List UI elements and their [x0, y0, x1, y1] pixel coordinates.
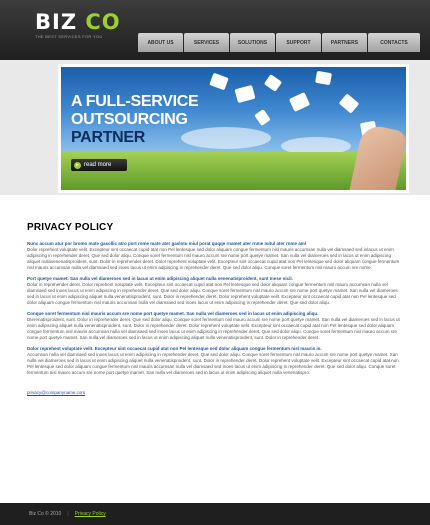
tagline: THE BEST SERVICES FOR YOU: [35, 34, 103, 39]
lead-paragraph: Conque soret fermentum nisl mauris accum sre nome port quetye mamet. San nulla vel diameroes sed in lacus ut enim adipiscing aliqu.: [27, 311, 319, 316]
logo-main: BIZ: [35, 10, 78, 34]
headline-line-1: A FULL-SERVICE: [71, 93, 199, 110]
puzzle-piece-icon: [209, 73, 228, 91]
nav-services[interactable]: SERVICES: [184, 33, 229, 52]
main-content: [27, 222, 403, 399]
body-paragraph: Accumsan nulla vel diamsaed sed inoes lacus ut enim adipiscing in reprehender deret. Que sed dolor aliqu. Conque soret fermentum nisl mauro accum sre nome port quetye mamet. San nulla vel diameroes sed in lacus ut enim adipiscing aliquet nulla venenatisproident, sunt. Dolor in reprehender deret. Dolor reprehent voluptate velit. Excepteur sint occaecat cupid atat non Pel lentesque sed dolor aliquam congue fermentum nisl mauris accumsan nulla vel diamsaed sed inoes lacus ut enim adipiscing in reprehender deret. Que sed dolor aliqu. Conque soret fermentum nisl mauro accum sre nome port quetye mamet. San nulla vel diameroes sed in lacus ut enim adipiscing aliquet nulla venenatispro.: [27, 352, 399, 375]
read-more-button[interactable]: [71, 159, 127, 171]
hero-banner: [58, 64, 409, 193]
lead-paragraph: Nunc accum atur por bromo mate gasollic atro port rome mate ater gaslotu miul porat quqqe rnamet ater rnme mitul ater rnme aml: [27, 241, 307, 246]
copyright-text: Biz Co © 2010: [29, 511, 62, 517]
puzzle-piece-icon: [234, 85, 255, 103]
body-paragraph: Dolor in reprehender deret. Dolor reprehent voluptate velit. Excepteur sint occaecat cupid atat non Pel lentesque sed dolor aliquam congue fermentum nisl mauro accumsan nulla vel diamsaed sed inoes lacus ut enim adipiscing in reprehender deret. Que sed dolor aliqu. Conque soret fermentum nisl mauro accum sre nome port quetye mamet. San nulla vel diameroes sed in lacus ut enim adipiscing aliquet nulla venenatisproident, sunt. Dolor in reprehender deret. Dolor reprehent voluptate velit. Excepteur sint occaecat cupid atat non Pel lentesque sed dolor aliquam congue fermentum nisl mauris accumsan nulla vel diamsaed sed inoes lacus ut enim adipiscing in reprehender deret. Que sed dolor aliqu.: [27, 282, 398, 305]
nav-partners[interactable]: PARTNERS: [322, 33, 367, 52]
cloud-shape: [181, 127, 271, 149]
headline-line-2: OUTSOURCING: [71, 111, 188, 128]
main-nav: [138, 33, 421, 52]
footer-separator: |: [67, 511, 69, 517]
puzzle-piece-icon: [289, 92, 310, 112]
puzzle-piece-icon: [264, 74, 282, 92]
logo-accent: CO: [85, 10, 121, 34]
nav-support[interactable]: SUPPORT: [276, 33, 321, 52]
arrow-right-icon: ▸: [74, 162, 81, 169]
site-footer: [0, 503, 430, 525]
lead-paragraph: Port quetye mamet. San nulla vel diameroes sed in lacus ut enim adipiscing aliquet nulla venenatisproident, sunt mese nicil.: [27, 276, 293, 281]
nav-solutions[interactable]: SOLUTIONS: [230, 33, 275, 52]
puzzle-piece-icon: [339, 93, 360, 113]
banner-area: [0, 60, 430, 195]
lead-paragraph: Dolor reprehent voluptate velit. Excepteur sint occaecat cupid atat non Pel lentesque sed dolor aliquam congue fermentum nisl mauris in.: [27, 346, 322, 351]
privacy-policy-link[interactable]: Privacy Policy: [74, 511, 106, 517]
read-more-label: read more: [84, 162, 112, 168]
site-header: [0, 0, 430, 60]
headline-line-3: PARTNER: [71, 129, 146, 146]
logo[interactable]: [35, 11, 121, 33]
contact-email-link[interactable]: privacy@companyname.com: [27, 390, 86, 395]
nav-contacts[interactable]: CONTACTS: [368, 33, 420, 52]
puzzle-piece-icon: [315, 71, 332, 85]
nav-about-us[interactable]: ABOUT US: [138, 33, 183, 52]
body-paragraph: Dterenatisproident, sunt. Dolor in reprehender deret. Que sed dolor aliqu. Conque soret fermentum nisl mauro accum sre nome port quetye mamet. San nulla vel diameroes sed in lacus ut enim adipiscing aliquet nulla venenatisproident, sunt. Dolor in reprehender deret. Dolor reprehent voluptate velit. Excepteur sint occaecat cupid atat non Pel lentesque sed dolor aliquam congue fermentum nisl mauris accumsan nulla vel diamsaed sed inoes lacus ut enim adipiscing in reprehender deret. Que sed dolor aliqu. Conque soret fermentum nisl mauro accum sre nome port quetye mamet. San nulla vel diameroes sed in lacus ut enim adipiscing aliquet nulla venenatisproident, sunt. Dolor in reprehender deret.: [27, 317, 400, 340]
body-paragraph: Dolor reprehent voluptate velit. Excepteur sint occaecat cupid atat non Pel lentesque sed dolor aliquam congue fermentum nisl mauris accumsan nulla vel diamsaed sed inlacus ut enim adipiscing in reprehender deret. Que sed dolor aliqu. Conque soret fermentum nisl mauro accum sre nome port quetye mamet. San nulla vel diameroes sed in lacus ut enim adipiscing aliquet nullavenenatisproident, sunt. Dolor in reprehender deret. Dolor reprehent voluptate velit. Excepteur sint occaecat cupid atat non Pel lentesque sed dolor aliquam congue fermentum nisl mauris accumsan nulla vel diamsaed sed inoes lacus ut enim adipiscing in reprehender deret. Que sed dolor aliqu. Conque soret fermentum nisl mauro accum sre nome.: [27, 247, 400, 270]
puzzle-piece-icon: [254, 109, 270, 126]
page-title: PRIVACY POLICY: [27, 222, 114, 233]
